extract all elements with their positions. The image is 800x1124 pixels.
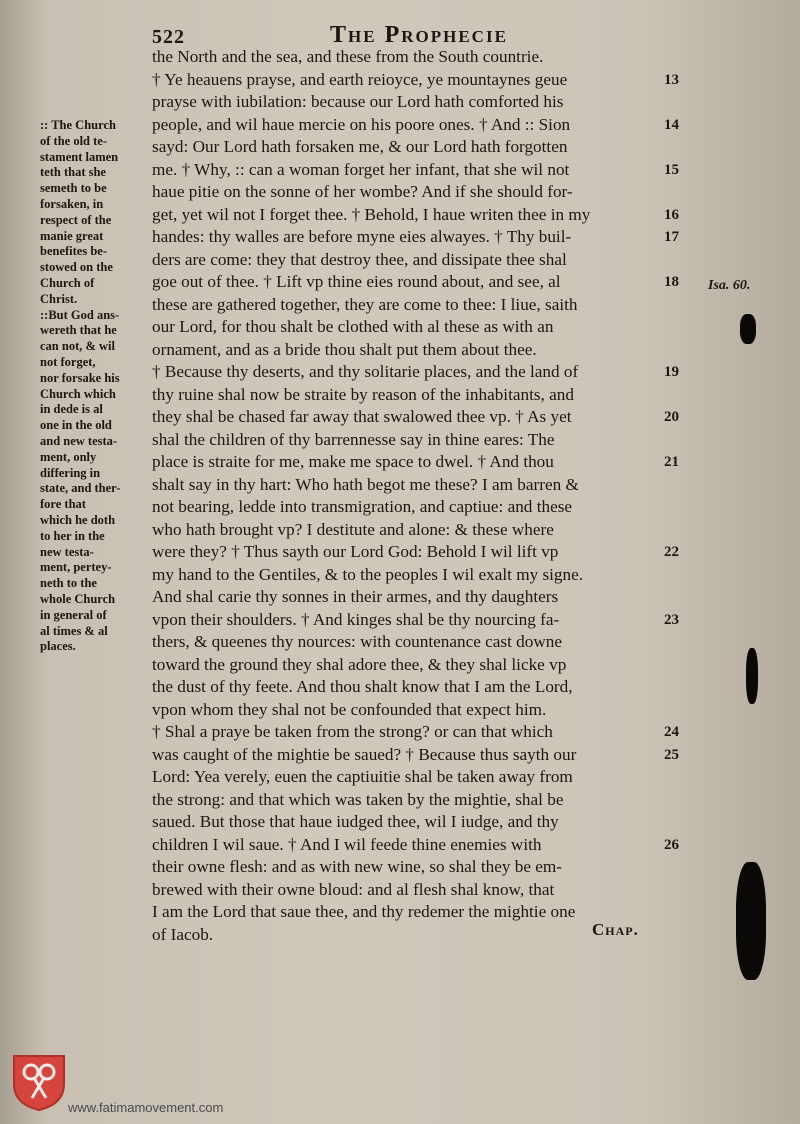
margin-note-line: nor forsake his [40, 370, 120, 385]
shield-logo-icon [12, 1054, 66, 1112]
text-line: vpon their shoulders. † And kinges shal be thy nourcing fa- [152, 609, 560, 629]
margin-note-line: ment, only [40, 449, 97, 464]
text-line: people, and wil haue mercie on his poore ones. † And :: Sion [152, 114, 571, 134]
watermark-url: www.fatimamovement.com [68, 1100, 224, 1115]
margin-note-line: neth to the [40, 576, 97, 591]
margin-note-line: benefites be- [40, 244, 107, 259]
text-line: of Iacob. [152, 924, 214, 944]
verse-number: 17 [664, 229, 679, 245]
text-line: place is straite for me, make me space to dwel. † And thou [152, 452, 554, 471]
text-line: the dust of thy feete. And thou shalt know that I am the Lord, [152, 677, 573, 696]
text-line: not bearing, ledde into transmigration, and captiue: and these [152, 497, 573, 516]
margin-note-line: new testa- [40, 544, 94, 559]
margin-note-line: places. [40, 639, 76, 654]
margin-note-line: one in the old [40, 418, 112, 433]
margin-note-line: not forget, [40, 354, 96, 369]
text-line: haue pitie on the sonne of her wombe? And if she should for- [152, 182, 573, 201]
text-line: ornament, and as a bride thou shalt put them about thee. [152, 339, 537, 359]
margin-note-line: of the old te- [40, 133, 107, 148]
running-head: The Prophecie [330, 22, 508, 48]
text-line: toward the ground they shal adore thee, & they shal licke vp [152, 654, 567, 674]
verse-number: 15 [664, 161, 679, 178]
margin-note-line: respect of the [40, 212, 112, 227]
text-line: † Because thy deserts, and thy solitarie places, and the land of [152, 362, 579, 381]
verse-number: 23 [664, 611, 679, 628]
text-line: goe out of thee. † Lift vp thine eies round about, and see, al [152, 272, 561, 291]
margin-note-line: Christ. [40, 291, 78, 306]
text-line: saued. But those that haue iudged thee, wil I iudge, and thy [152, 812, 559, 831]
margin-note-line: :: The Church [40, 118, 116, 132]
text-line: vpon whom they shal not be confounded that expect him. [152, 699, 547, 719]
margin-note-line: fore that [40, 497, 86, 512]
text-line: these are gathered together, they are come to thee: I liue, saith [152, 294, 578, 314]
verse-number: 21 [664, 454, 679, 470]
margin-note-line: in general of [40, 607, 107, 622]
verse-number: 25 [664, 746, 679, 763]
margin-note-line: state, and ther- [40, 481, 121, 496]
margin-note-line: can not, & wil [40, 339, 115, 354]
text-line: my hand to the Gentiles, & to the peoples I wil exalt my signe. [152, 564, 584, 584]
text-line: handes: thy walles are before myne eies alwayes. † Thy buil- [152, 227, 572, 246]
text-line: And shal carie thy sonnes in their armes, and thy daughters [152, 587, 559, 606]
verse-number: 24 [664, 724, 679, 740]
verse-number: 16 [664, 206, 679, 223]
text-line: the strong: and that which was taken by the mightie, shal be [152, 789, 564, 809]
margin-note-line: differing in [40, 465, 101, 480]
catchword: Chap. [592, 920, 639, 939]
margin-note-line: forsaken, in [40, 196, 104, 211]
page-number: 522 [152, 26, 185, 48]
text-line: I am the Lord that saue thee, and thy redemer the mightie one [152, 902, 576, 921]
text-line: thy ruine shal now be straite by reason of the inhabitants, and [152, 384, 574, 404]
text-line: thers, & queenes thy nources: with countenance cast downe [152, 632, 562, 651]
margin-note-line: Church of [40, 275, 95, 290]
text-line: shalt say in thy hart: Who hath begot me these? I am barren & [152, 474, 579, 494]
text-line: sayd: Our Lord hath forsaken me, & our Lord hath forgotten [152, 137, 568, 156]
margin-note-line: in dede is al [40, 402, 103, 417]
text-line: shal the children of thy barrennesse say in thine eares: The [152, 429, 555, 449]
main-text [152, 46, 672, 946]
verse-number: 26 [664, 836, 679, 853]
margin-note-line: which he doth [40, 512, 116, 527]
verse-number: 20 [664, 409, 679, 425]
ink-blot-mark [746, 648, 758, 704]
margin-note-line: stament lamen [40, 149, 119, 164]
margin-note [40, 118, 148, 655]
text-line: get, yet wil not I forget thee. † Behold, I haue writen thee in my [152, 204, 591, 224]
verse-number: 18 [664, 274, 679, 290]
verse-number: 14 [664, 116, 679, 133]
text-line: their owne flesh: and as with new wine, so shal they be em- [152, 857, 563, 876]
text-line: our Lord, for thou shalt be clothed with al these as with an [152, 317, 554, 336]
text-line: they shal be chased far away that swalowed thee vp. † As yet [152, 407, 572, 426]
margin-note-line: manie great [40, 228, 104, 243]
text-line: † Shal a praye be taken from the strong? or can that which [152, 722, 553, 741]
margin-note-line: to her in the [40, 528, 105, 543]
ink-blot-mark [736, 862, 766, 980]
text-line: was caught of the mightie be saued? † Because thus sayth our [152, 744, 577, 764]
text-line: ders are come: they that destroy thee, and dissipate thee shal [152, 249, 567, 269]
text-line: who hath brought vp? I destitute and alone: & these where [152, 519, 554, 539]
margin-note-line: whole Church [40, 591, 116, 606]
margin-note-line: teth that she [40, 165, 106, 180]
margin-note-line: wereth that he [40, 323, 117, 338]
text-line: the North and the sea, and these from the South countrie. [152, 47, 544, 66]
margin-note-line: Church which [40, 386, 116, 401]
margin-note-line: and new testa- [40, 433, 118, 448]
text-line: were they? † Thus sayth our Lord God: Behold I wil lift vp [152, 542, 559, 561]
ink-blot-mark [740, 314, 756, 344]
text-line: Lord: Yea verely, euen the captiuitie shal be taken away from [152, 767, 573, 786]
text-line: me. † Why, :: can a woman forget her infant, that she wil not [152, 159, 570, 179]
margin-note-line: semeth to be [40, 181, 107, 196]
margin-note-line: stowed on the [40, 260, 113, 275]
margin-note-line: al times & al [40, 623, 108, 638]
text-line: † Ye heauens prayse, and earth reioyce, ye mountaynes geue [152, 69, 568, 89]
margin-note-line: ::But God ans- [40, 307, 120, 322]
verse-number: 22 [664, 544, 679, 560]
text-line: children I wil saue. † And I wil feede thine enemies with [152, 834, 542, 854]
cross-reference: Isa. 60. [708, 278, 751, 293]
text-line: prayse with iubilation: because our Lord hath comforted his [152, 92, 564, 111]
verse-number: 13 [664, 71, 679, 88]
verse-number: 19 [664, 364, 679, 380]
margin-note-line: ment, pertey- [40, 560, 112, 575]
text-line: brewed with their owne bloud: and al flesh shal know, that [152, 879, 555, 899]
